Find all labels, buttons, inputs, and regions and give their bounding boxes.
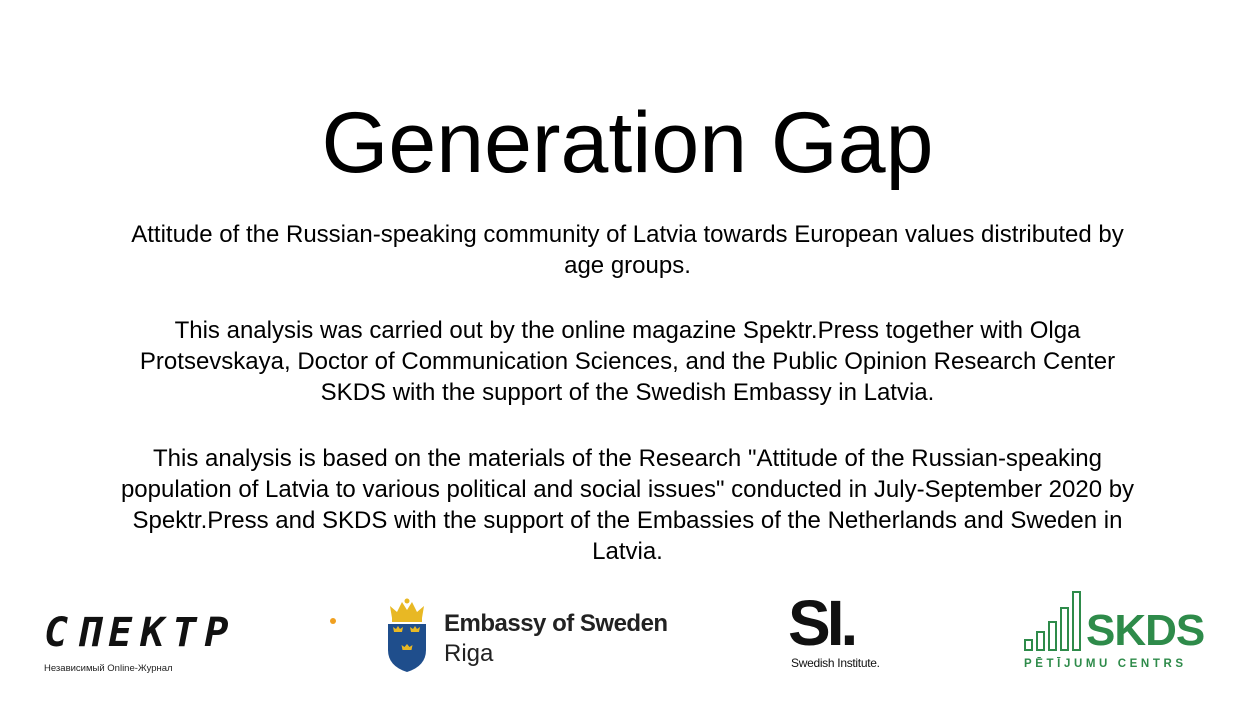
embassy-sweden-logo	[384, 598, 684, 676]
swedish-institute-logo	[788, 587, 918, 676]
spektr-tagline: Независимый Online-Журнал	[44, 663, 173, 674]
source-paragraph: This analysis is based on the materials of the Research "Attitude of the Russian-speaking population of Latvia to various political and social issues" conducted in July-September 2020 by Spektr.Press and SKDS with the support of the Embassies of the Netherlands and Sweden in Latvia.	[120, 445, 1135, 565]
credits-paragraph: This analysis was carried out by the online magazine Spektr.Press together with Olga Protsevskaya, Doctor of Communication Sciences, and the Public Opinion Research Center SKDS with the support of the Swedish Embassy in Latvia.	[139, 317, 1116, 406]
subtitle-paragraph: Attitude of the Russian-speaking community of Latvia towards European values distributed by age groups.	[131, 221, 1124, 279]
page-title: Generation Gap	[321, 95, 934, 191]
swedish-crown-crest-icon	[384, 598, 430, 674]
bar-growth-icon	[1022, 588, 1084, 652]
skds-logo	[1022, 588, 1222, 678]
skds-wordmark: SKDS	[1086, 606, 1205, 655]
spektr-accent-dot	[330, 618, 336, 624]
spektr-wordmark: СПЕКТР	[44, 610, 237, 656]
spektr-logo	[44, 610, 294, 680]
embassy-city: Riga	[444, 640, 494, 667]
si-name: Swedish Institute.	[791, 656, 880, 670]
embassy-name: Embassy of Sweden	[444, 610, 668, 637]
si-mark: SI.	[788, 587, 855, 659]
skds-subtitle: PĒTĪJUMU CENTRS	[1024, 658, 1187, 670]
